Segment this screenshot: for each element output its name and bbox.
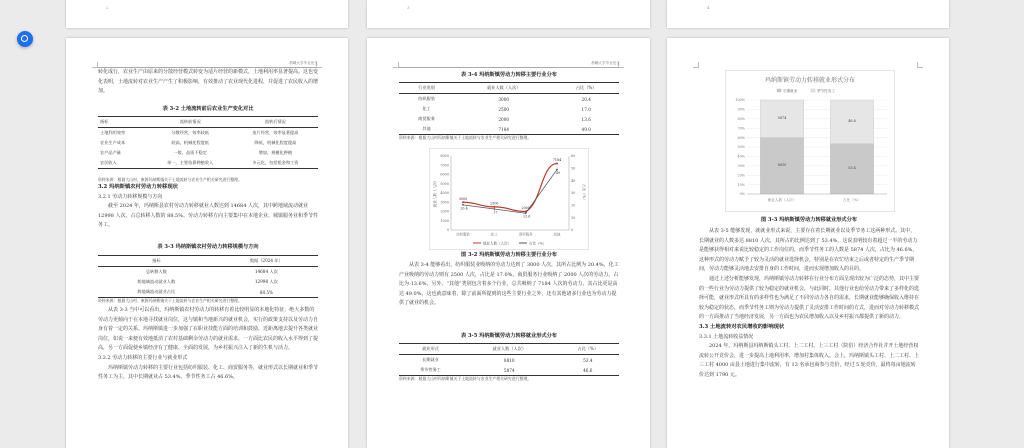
table-cell: 长期就业: [422, 357, 439, 362]
table-row: [98, 277, 318, 287]
data-label-employment: 2500: [490, 201, 499, 206]
table-source-note: 资料来源：根据大山村、康源玛纳斯镇关于土地流转与农业生产相关研究进行整理。: [98, 298, 242, 303]
table-cell: 较高，机械化程度低: [171, 140, 210, 145]
body-text-block: [98, 306, 318, 383]
y-tick-label: 60%: [737, 135, 745, 140]
page-number: 2: [106, 5, 109, 10]
y-tick-label: 50%: [737, 145, 745, 150]
y-tick-label: 0: [446, 228, 449, 233]
figure-caption: 图 3-3 玛纳斯镇劳动力转移就业形式分布: [761, 217, 857, 223]
table-cell: 20.4: [581, 96, 591, 102]
table-cell: 化工: [422, 106, 431, 111]
y-tick-label: 90%: [737, 107, 745, 112]
table-header-cell: 就业人数（人次）: [454, 83, 553, 94]
table-source-note: 资料来源：根据大山村玛纳斯镇关于土地流转与农业生产相关研究进行整理。: [399, 135, 532, 140]
y2-tick-label: 0: [571, 228, 574, 233]
table-header-cell: 指标: [98, 117, 148, 128]
table-row: [399, 94, 619, 105]
paragraph: 玛纳斯镇劳动力转移的主要行业包括纺织服装、化工、商贸服务等，就业形式以长期就业和季节性务工为主，其中长期就业占 53.4%，季节性务工占 46.6%。: [98, 364, 319, 381]
table-cell: 农民收入: [98, 158, 148, 169]
body-text-block: [98, 68, 318, 97]
chart-frame: [430, 149, 589, 250]
table-cell: 单一，主要依靠种植收入: [148, 158, 233, 169]
subsection-heading: 3.2.1 劳动力转移规模与方向: [98, 193, 163, 200]
body-text-block: [399, 261, 619, 309]
table-source-note: 资料来源：根据大山村玛纳斯镇关于土地流转与农业生产相关研究进行整理。: [399, 376, 532, 381]
x-tick-label: 纺织服装: [456, 232, 470, 237]
y2-tick-label: 60: [571, 154, 576, 159]
page-top-partial-2: [367, 0, 650, 28]
y2-tick-label: 10: [571, 215, 576, 220]
table-cell: 3000: [498, 96, 510, 102]
document-page-2: [367, 38, 650, 448]
table-cell: 13.6: [581, 116, 591, 122]
table-cell: 2500: [498, 106, 510, 112]
page-top-partial-1: [66, 0, 348, 28]
table-cell: 8810: [503, 357, 515, 363]
legend-swatch-seasonal: [811, 89, 815, 92]
y-tick-label: 80%: [737, 117, 745, 121]
x-tick-label: 商贸服务: [518, 232, 533, 237]
y2-tick-label: 30: [571, 191, 576, 196]
table-header-cell: 行业类别: [399, 83, 454, 94]
legend-label-long-term: 长期就业: [783, 88, 798, 93]
table-employment-form: [399, 343, 619, 376]
legend-swatch-long-term: [777, 89, 781, 92]
table-row: [399, 124, 619, 135]
data-label-long-term: 8810: [777, 162, 787, 167]
table-cell: 跨地域流动就业人数: [137, 279, 176, 284]
data-label-seasonal: 46.6: [848, 118, 856, 123]
x-tick-label: 就业人数（人次）: [767, 198, 797, 202]
table-cell: 分散经营，效率较低: [171, 130, 210, 135]
x-tick-label: 其他: [553, 232, 561, 237]
y-tick-label: 5000: [440, 181, 449, 186]
table-cell: 7184: [454, 124, 553, 135]
y-axis-title: 就业人数（人次）: [433, 178, 437, 208]
floating-action-button[interactable]: [17, 31, 33, 47]
data-label-long-term: 53.4: [848, 165, 856, 170]
table-row: [98, 287, 318, 298]
table-caption: 表 3-2 土地流转前后农业生产变化对比: [162, 106, 254, 112]
y-tick-label: 6000: [440, 172, 449, 177]
y-tick-label: 30%: [737, 164, 745, 168]
table-cell: 商贸服务: [418, 116, 435, 121]
table-caption: 表 3-4 玛纳斯镇劳动力转移主要行业分布: [461, 72, 557, 78]
paragraph: 通过上述分析能够发现，玛纳斯镇劳动力转移在行业分布方面呈现出较为广泛的态势，其中主要的一些行业为劳动力提供了较为稳定的就业机会，与此同时，其他行业也给劳动力带来了多样化的选择可能，就业形式所具有的多样性也为满足了不同劳动力各自的需求，长期就业能够确保收入维持在较为稳定的状态，而季节性务工则为劳动力提供了灵活安排工作时间的方式，进而对劳动力转移模式的一方面推动了当地经济发展，另一方面也为农民增加收入以及乡村振兴都提供了新的动力。: [699, 275, 920, 321]
table-cell: 农业生产成本: [100, 140, 126, 145]
table-cell: 12998 人次: [254, 279, 278, 284]
y-tick-label: 0%: [739, 192, 745, 197]
table-cell: 纺织服装: [418, 96, 435, 101]
table-header-cell: 就业人数（人次）: [462, 344, 557, 355]
y2-tick-label: 50: [571, 166, 576, 171]
table-cell: 17.0: [581, 106, 591, 112]
table-cell: 总转移人数: [145, 269, 167, 274]
y2-tick-label: 40: [571, 178, 576, 183]
chart-title: 玛纳斯镇劳动力转移就业形式分布: [764, 77, 856, 84]
table-row: [399, 114, 619, 124]
table-row: [399, 104, 619, 114]
table-cell: 其他: [399, 124, 454, 135]
y-tick-label: 3000: [440, 200, 449, 205]
page-number: 4: [707, 5, 710, 10]
figure-caption: 图 3-2 玛纳斯镇劳动力转移主要行业分布: [461, 252, 557, 258]
data-point-employment: [493, 206, 495, 208]
data-label-share: 17: [493, 210, 498, 215]
table-cell: 多元化，包括租金和工资: [233, 158, 318, 169]
y-tick-label: 1000: [440, 218, 449, 223]
table-row: [98, 128, 318, 139]
table-cell: 5874: [462, 365, 557, 376]
paragraph: 从表 3-5 能够发现，就就业形式来说，主要存在着长期就业以及季节务工这两种形式。其中，长期就业的人数多达 8810 人次，其所占的比例达到了 53.4%，这说表明较有着超过一半的劳动力是能够获得相对来说比较稳定的工作岗位的，而季节性务工的人数是 5874 人次，占比为 46.6%，这种形式的劳动力赋予了较为灵活的就业选择机会，特别是在农忙结束之后或者特定的生产季节期间，劳动力能够灵活地去安排自身的工作时间，进而实现增加收入的目的。: [699, 228, 918, 273]
table-source-note: 资料来源：根据大山村、康源玛纳斯镇关于土地流转与农业生产相关研究进行整理。: [98, 177, 242, 182]
table-cell: 46.6: [557, 365, 619, 376]
table-header-cell: 占比（%）: [557, 344, 619, 355]
data-label-seasonal: 5874: [777, 115, 787, 120]
page-header: 晨曦大学毕业论文: [591, 61, 620, 65]
table-caption: 表 3-3 玛纳斯镇农村劳动力转移规模与方向: [157, 244, 259, 250]
data-point-employment: [556, 163, 558, 165]
table-cell: 88.5%: [215, 287, 318, 298]
table-row: [98, 158, 318, 169]
table-header-cell: 就业形式: [399, 344, 462, 355]
y-tick-label: 40%: [737, 154, 745, 159]
paragraph: 从表 3-4 能够看出，纺织服装业吸纳的劳动力达到了 3000 人次，其所占比例为 20.4%，化工产业吸纳的劳动力则有 2500 人次，占比是 17.0%，商贸服务行业吸纳了 2000 人次的劳动力，占比为 13.6%，另外，“其他”类别包含着多个行业，总共吸纳了 7184 人次的劳动力，其占比更是高达 49.0%，这也就意味着，除了前面所提到的这些主要行业之外，还有其他诸多行业也为劳动力提供了就业的机会。: [399, 262, 619, 307]
table-cell: 季节性务工: [399, 365, 462, 376]
data-point-employment: [462, 201, 464, 203]
data-label-share: 49: [555, 171, 561, 176]
table-industry-distribution: [399, 82, 619, 135]
document-page-3: [667, 38, 949, 448]
industry-line-chart: [429, 148, 589, 250]
y-tick-label: 20%: [737, 173, 745, 178]
y-tick-label: 4000: [440, 191, 449, 196]
y-tick-label: 2000: [440, 209, 449, 214]
data-label-employment: 7184: [552, 158, 562, 163]
table-cell: 土地利用效率: [100, 130, 126, 135]
table-cell: 跨地域流动就业占比: [98, 287, 215, 298]
document-page-1: [66, 38, 348, 448]
table-cell: 降低，机械化程度提高: [254, 140, 297, 145]
table-row: [98, 148, 318, 158]
data-label-share: 13.6: [522, 214, 531, 219]
table-cell: 53.4: [583, 357, 593, 363]
table-row: [399, 355, 619, 366]
table-caption: 表 3-5 玛纳斯镇劳动力转移就业形式分布: [461, 333, 557, 339]
legend-label-employment: 就业人数（人次）: [483, 241, 511, 246]
table-transfer-scale: [98, 255, 318, 298]
table-cell: 14684 人次: [254, 269, 278, 274]
table-header-cell: 占比（%）: [553, 83, 619, 94]
table-row: [98, 267, 318, 278]
subsection-heading: 3.2.2 劳动力转移的主要行业与就业形式: [98, 354, 188, 361]
body-text-block: [98, 183, 318, 231]
section-heading: 3.2 玛纳斯镇农村劳动力转移现状: [98, 184, 178, 190]
section-heading: 3.3 土地流转对农民增收的影响现状: [699, 323, 785, 330]
paragraph: 截至 2024 年，玛纳斯县农村劳动力转移就业人数达到 14684 人次，其中跨地域流动就业 12998 人次，占总转移人数的 88.5%。劳动力转移方向主要集中在本地企业、城镇服务业和季节性务工。: [98, 203, 318, 229]
table-header-cell: 数据（2024 年）: [215, 256, 318, 267]
data-label-employment: 2000: [521, 206, 530, 210]
legend-label-share: 占比（%）: [529, 241, 547, 246]
page-top-partial-3: [667, 0, 949, 28]
y2-tick-label: 20: [571, 203, 576, 208]
page-number: 3: [407, 5, 410, 10]
x-tick-label: 化工: [490, 232, 498, 237]
y-tick-label: 7000: [440, 163, 449, 168]
table-header-cell: 流转后情况: [233, 117, 318, 128]
table-header-cell: 流转前情况: [148, 117, 233, 128]
y-tick-label: 10%: [737, 182, 745, 187]
table-cell: 连片经营，效率显著提高: [252, 130, 299, 135]
data-label-share: 20.4: [460, 206, 468, 211]
table-header-cell: 指标: [98, 256, 215, 267]
y-tick-label: 70%: [737, 126, 745, 131]
table-cell: 农产品产量: [100, 150, 121, 155]
table-cell: 49.0: [553, 124, 619, 135]
x-tick-label: 占比（%）: [843, 198, 861, 202]
data-label-employment: 3000: [458, 196, 468, 201]
y2-axis-title: 占比（%）: [582, 184, 586, 202]
table-row: [399, 365, 619, 376]
subsection-heading: 3.3.1 土地流转收益情况: [699, 333, 754, 340]
table-cell: 一般，品质不稳定: [173, 150, 207, 155]
legend-label-seasonal: 季节性务工: [817, 88, 835, 93]
paragraph: 从表 3-3 当中可以看出，玛纳斯镇农村劳动力的转移有着比较明显的本地化特征，绝大多数的劳动力更倾向于在本地寻找就业岗位，这与镇和当地新兴的就业机会，实行的政策支持以及劳动力自身有着一定的关系。玛纳斯镇进一步加强了在职业技能方面的培训和鼓励，近距离地去提升各类就业岗位，如说一来便有效地抵消了农村基础剩余劳动力的就业需求，一方面比农民的收入水平得到了提高，另一方面促使乡镇经济有了健康、全面的发展，为乡村振兴注入了新的生机与活力。: [98, 307, 319, 352]
table-land-transfer: [98, 116, 318, 169]
table-cell: 增加，规模化种植: [258, 150, 293, 155]
body-text-block: [699, 227, 919, 381]
paragraph: 2024 年，玛纳斯县玛纳斯镇头工村、上二工村、上三工村（院俗）经济合作社并开土地经营权流转公开竞价会，进一步提高土地利用率，增加村集体收入。会上，玛纳斯镇头工村、上二工村、上三工村 4000 亩县土地进行集中流转，有 13 名承包商参与竞价，经过 5 轮竞价，最终每亩地流转价达到 1790 元。: [699, 343, 920, 378]
table-row: [98, 138, 318, 148]
y-tick-label: 8000: [440, 154, 449, 159]
page-header: 晨曦大学毕业论文: [289, 61, 318, 65]
table-cell: 2000: [498, 116, 510, 122]
y-tick-label: 100%: [735, 98, 745, 103]
paragraph: 转化成行，农业生产由原来的分散经营模式转变为适片经营的新模式，土地利用率显著提高。这也变化表明，土地流转对农业生产产生了积极影响，有效推动了农业现代化进程，并促进了农民收入的增加。: [98, 69, 319, 95]
employment-form-bar-chart: [725, 70, 895, 212]
